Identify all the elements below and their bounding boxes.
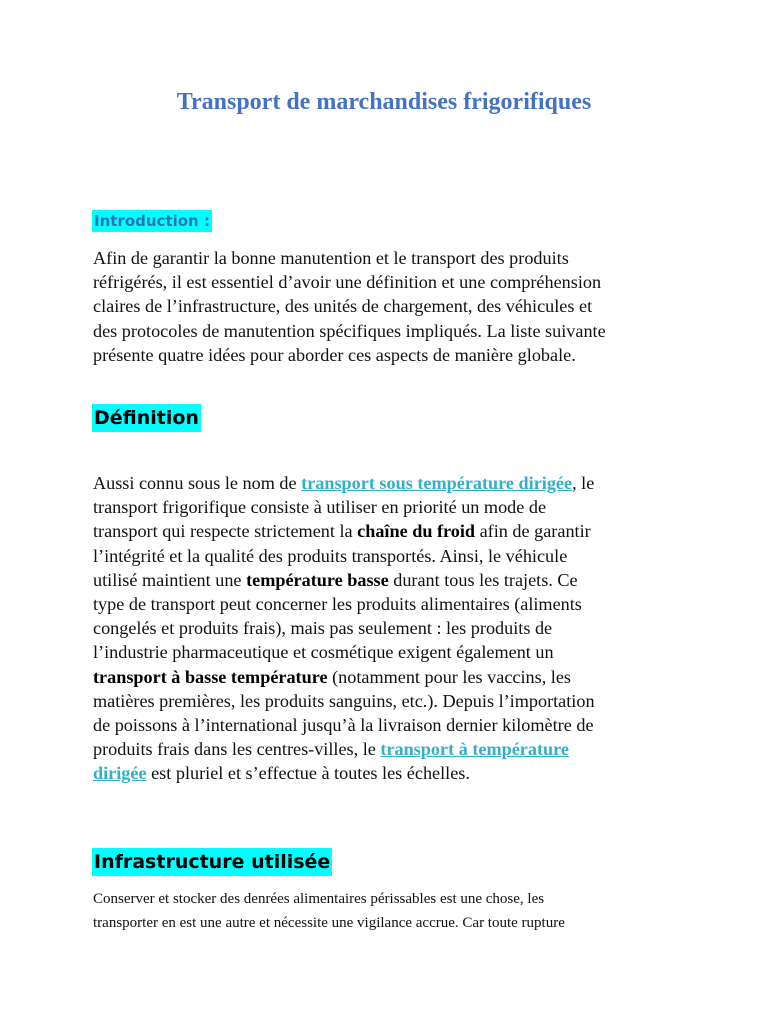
link-transport-a-temperature-dirigee[interactable]: transport à température — [380, 739, 569, 760]
paragraph-line: matières premières, les produits sanguins, etc.). Depuis l’importation — [93, 690, 595, 711]
definition-heading: Définition — [92, 404, 201, 432]
definition-paragraph — [93, 471, 683, 786]
paragraph-line — [93, 665, 683, 689]
text-run: transport qui respecte strictement la — [93, 521, 358, 542]
introduction-heading: Introduction : — [94, 212, 210, 230]
infrastructure-paragraph — [93, 887, 683, 935]
text-run: utilisé maintient une — [93, 569, 247, 590]
text-run: afin de garantir — [475, 521, 591, 542]
paragraph-line — [93, 568, 683, 592]
text-run: produits frais dans les centres-villes, le — [93, 739, 381, 760]
text-run: (notamment pour les vaccins, les — [327, 666, 571, 687]
paragraph-line: Afin de garantir la bonne manutention et le transport des produits — [93, 248, 569, 268]
bold-term-chaine-du-froid: chaîne du froid — [357, 521, 476, 542]
paragraph-line: claires de l’infrastructure, des unités de chargement, des véhicules et — [93, 296, 593, 317]
paragraph-line: type de transport peut concerner les produits alimentaires (aliments — [93, 594, 582, 615]
paragraph-line: des protocoles de manutention spécifiques impliqués. La liste suivante — [93, 320, 606, 341]
paragraph-line: réfrigérés, il est essentiel d’avoir une définition et une compréhension — [93, 272, 602, 293]
paragraph-line: transport frigorifique consiste à utiliser en priorité un mode de — [93, 497, 547, 518]
text-run: est pluriel et s’effectue à toutes les échelles. — [146, 763, 470, 784]
bold-term-transport-basse-temperature: transport à basse température — [93, 666, 328, 687]
bold-term-temperature-basse: température basse — [246, 569, 389, 590]
paragraph-line: congelés et produits frais), mais pas seulement : les produits de — [93, 618, 553, 639]
paragraph-line — [93, 761, 683, 785]
paragraph-line — [93, 471, 683, 495]
text-run: , le — [572, 473, 595, 493]
paragraph-line: Conserver et stocker des denrées alimentaires périssables est une chose, les — [93, 891, 545, 907]
paragraph-line: transporter en est une autre et nécessite une vigilance accrue. Car toute rupture — [93, 915, 565, 931]
document-title: Transport de marchandises frigorifiques — [176, 89, 592, 115]
paragraph-line: l’industrie pharmaceutique et cosmétique exigent également un — [93, 642, 554, 663]
paragraph-line: présente quatre idées pour aborder ces aspects de manière globale. — [93, 344, 576, 365]
link-transport-sous-temperature-dirigee[interactable]: transport sous température dirigée — [301, 473, 573, 493]
link-transport-a-temperature-dirigee-cont[interactable]: dirigée — [93, 763, 147, 784]
text-run: Aussi connu sous le nom de — [93, 473, 302, 493]
paragraph-line — [93, 737, 683, 761]
paragraph-line: l’intégrité et la qualité des produits transportés. Ainsi, le véhicule — [93, 545, 568, 566]
introduction-paragraph — [93, 246, 683, 367]
paragraph-line — [93, 519, 683, 543]
text-run: durant tous les trajets. Ce — [388, 569, 578, 590]
infrastructure-heading: Infrastructure utilisée — [92, 848, 332, 876]
paragraph-line: de poissons à l’international jusqu’à la livraison dernier kilomètre de — [93, 715, 594, 736]
